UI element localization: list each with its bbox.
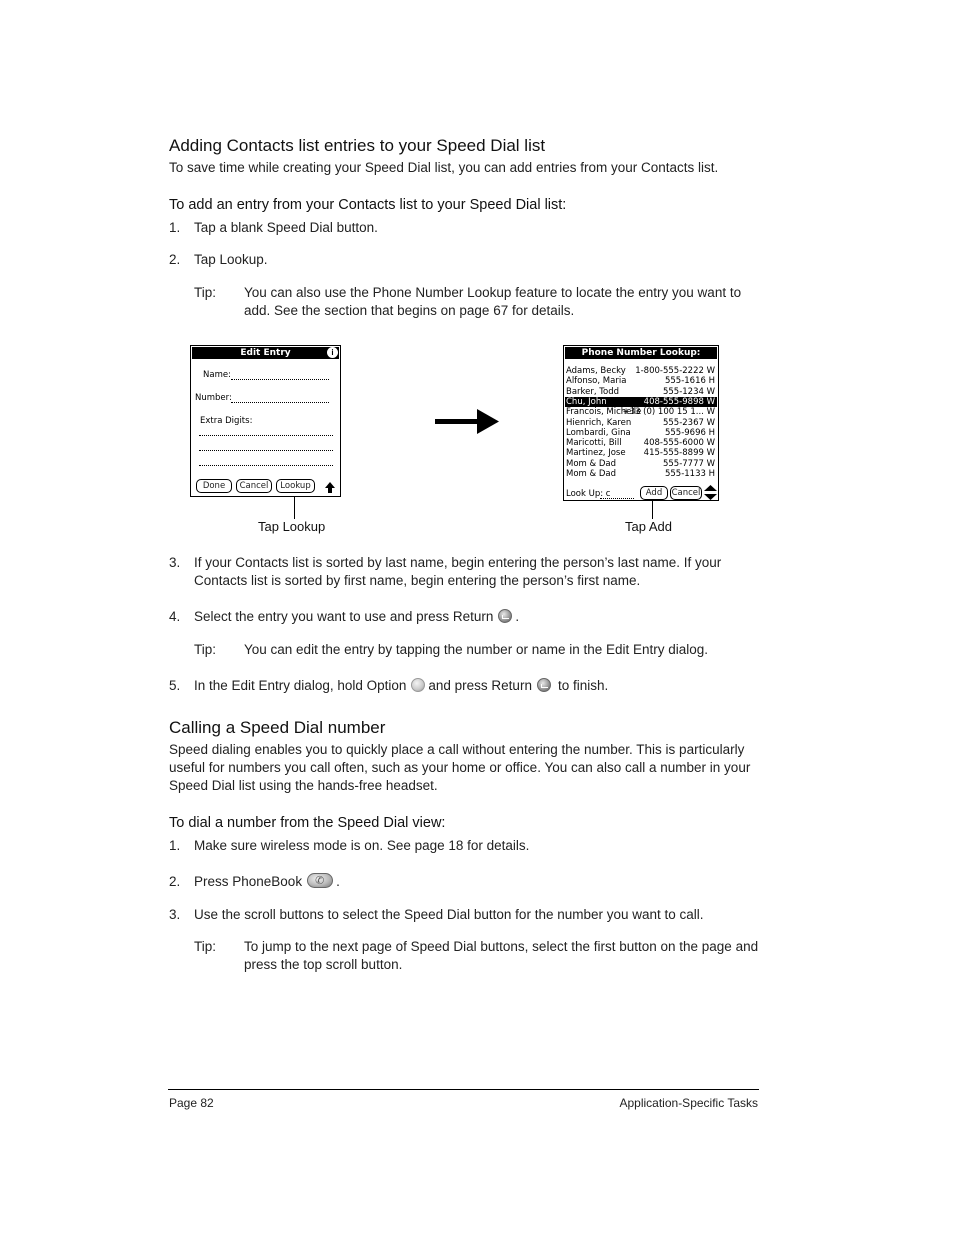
step-text-part: In the Edit Entry dialog, hold Option [194, 678, 407, 693]
contact-name: Francois, Michelle [566, 407, 642, 418]
extra-digits-field-3[interactable] [199, 465, 333, 466]
contact-phone: 555-1133 H [664, 469, 715, 479]
step-text [194, 608, 759, 626]
section-intro: Speed dialing enables you to quickly place a call without entering the number. This is particularly useful for numbers you call often, such as your home or office. You can also call a number in your Speed Dial list using the hands-free headset. [169, 742, 751, 793]
contact-name: Chu, John [566, 396, 607, 407]
lookup-list-row[interactable] [565, 407, 717, 417]
step-text: If your Contacts list is sorted by last name, begin entering the person’s last name. If your Contacts list is sorted by first name, begin entering the person’s first name. [194, 555, 722, 588]
tip-label: Tip: [194, 285, 217, 300]
step-number: 2. [169, 252, 181, 267]
lookup-list-row[interactable] [565, 448, 717, 458]
step-number: 5. [169, 678, 181, 693]
cancel-button[interactable]: Cancel [236, 479, 272, 493]
procedure-title: To add an entry from your Contacts list to your Speed Dial list: [169, 197, 567, 213]
extra-digits-field-1[interactable] [199, 435, 333, 436]
contact-phone: 555-7777 W [662, 458, 715, 469]
contact-phone: 415-555-8899 W [643, 448, 715, 459]
footer-chapter-title: Application-Specific Tasks [619, 1096, 758, 1110]
contact-name: Hienrich, Karen [566, 417, 632, 428]
procedure-title: To dial a number from the Speed Dial view: [169, 815, 446, 831]
step-text: Tap Lookup. [194, 252, 268, 267]
step-text-part: and press Return [428, 678, 532, 693]
step-text-part: Press PhoneBook [194, 874, 303, 889]
section-intro: To save time while creating your Speed Dial list, you can add entries from your Contacts list. [169, 160, 719, 175]
extra-digits-label: Extra Digits: [200, 416, 253, 426]
callout-line-lookup [294, 497, 295, 519]
contact-name: Martinez, Jose [566, 448, 626, 459]
tip-text: To jump to the next page of Speed Dial buttons, select the first button on the page and press the top scroll button. [244, 939, 759, 972]
step-text [194, 873, 759, 891]
tip-text: You can also use the Phone Number Lookup feature to locate the entry you want to add. See the section that begins on page 67 for details. [244, 285, 742, 318]
contact-phone: 555-1616 H [664, 376, 715, 387]
contact-phone: 555-9696 H [664, 427, 715, 438]
contact-phone: 555-1234 W [662, 386, 715, 397]
name-field[interactable] [231, 379, 329, 380]
number-field[interactable] [231, 402, 329, 403]
contact-name: Barker, Todd [566, 386, 620, 397]
return-button-icon [498, 609, 512, 623]
contact-phone: 408-555-6000 W [643, 438, 715, 449]
contact-name: Lombardi, Gina [566, 427, 631, 438]
edit-entry-screen [190, 345, 341, 497]
step-text-part: . [336, 874, 340, 889]
edit-entry-title: Edit Entry [192, 347, 339, 359]
step-text-part: . [515, 609, 520, 624]
add-button[interactable]: Add [640, 486, 668, 500]
contact-phone: 408-555-9898 W [643, 396, 715, 407]
step-text: Make sure wireless mode is on. See page 18 for details. [194, 838, 530, 853]
step-text: Tap a blank Speed Dial button. [194, 220, 378, 235]
done-button[interactable]: Done [196, 479, 232, 493]
phone-number-lookup-screen [563, 345, 719, 501]
tip-text: You can edit the entry by tapping the number or name in the Edit Entry dialog. [244, 642, 709, 657]
right-arrow-icon [435, 407, 501, 437]
step-number: 3. [169, 907, 181, 922]
contact-phone: +33 (0) 100 15 1... W [622, 407, 715, 418]
section-heading-adding-contacts: Adding Contacts list entries to your Speed Dial list [169, 136, 546, 155]
lookup-list-row[interactable] [565, 397, 717, 407]
step-text [194, 677, 759, 695]
phonebook-button-icon [307, 873, 333, 888]
step-number: 1. [169, 838, 181, 853]
lookup-list-row[interactable] [565, 418, 717, 428]
lookup-list-row[interactable] [565, 376, 717, 386]
step-text-part: Select the entry you want to use and press Return [194, 609, 494, 624]
step-number: 4. [169, 609, 181, 624]
lookup-list-row[interactable] [565, 459, 717, 469]
contact-name: Adams, Becky [566, 366, 626, 376]
contact-phone: 1-800-555-2222 W [635, 366, 715, 376]
caption-tap-add: Tap Add [625, 519, 672, 534]
tip-label: Tip: [194, 939, 217, 954]
look-up-field[interactable]: Look Up: c [566, 489, 611, 499]
contact-name: Mom & Dad [566, 458, 616, 469]
contact-name: Alfonso, Maria [566, 376, 627, 387]
lookup-list-row[interactable] [565, 366, 717, 376]
step-number: 3. [169, 555, 181, 570]
look-up-underline [600, 498, 634, 499]
cancel-button[interactable]: Cancel [671, 488, 701, 498]
lookup-list-row[interactable] [565, 469, 717, 479]
contact-phone: 555-2367 W [662, 417, 715, 428]
footer-page-number: Page 82 [169, 1096, 214, 1110]
step-text-part: to finish. [557, 678, 609, 693]
scroll-arrows-icon[interactable] [704, 485, 717, 500]
section-heading-calling-speed-dial: Calling a Speed Dial number [169, 718, 386, 737]
info-icon[interactable]: i [327, 347, 338, 358]
footer-rule [168, 1089, 759, 1090]
lookup-list-row[interactable] [565, 428, 717, 438]
step-text: Use the scroll buttons to select the Speed Dial button for the number you want to call. [194, 907, 704, 922]
return-button-icon [537, 678, 551, 692]
contact-name: Mom & Dad [566, 469, 616, 479]
lookup-title: Phone Number Lookup: [565, 347, 717, 359]
name-label: Name: [203, 370, 231, 380]
lookup-list-row[interactable] [565, 387, 717, 397]
tip-label: Tip: [194, 642, 217, 657]
step-number: 1. [169, 220, 181, 235]
extra-digits-field-2[interactable] [199, 450, 333, 451]
step-number: 2. [169, 874, 181, 889]
callout-line-add [652, 499, 653, 519]
caption-tap-lookup: Tap Lookup [258, 519, 326, 534]
number-label: Number: [195, 393, 232, 403]
option-button-icon [411, 678, 425, 692]
lookup-button[interactable]: Lookup [276, 479, 315, 493]
contact-name: Maricotti, Bill [566, 438, 622, 449]
shift-up-arrow-icon [325, 482, 335, 494]
lookup-list-row[interactable] [565, 438, 717, 448]
